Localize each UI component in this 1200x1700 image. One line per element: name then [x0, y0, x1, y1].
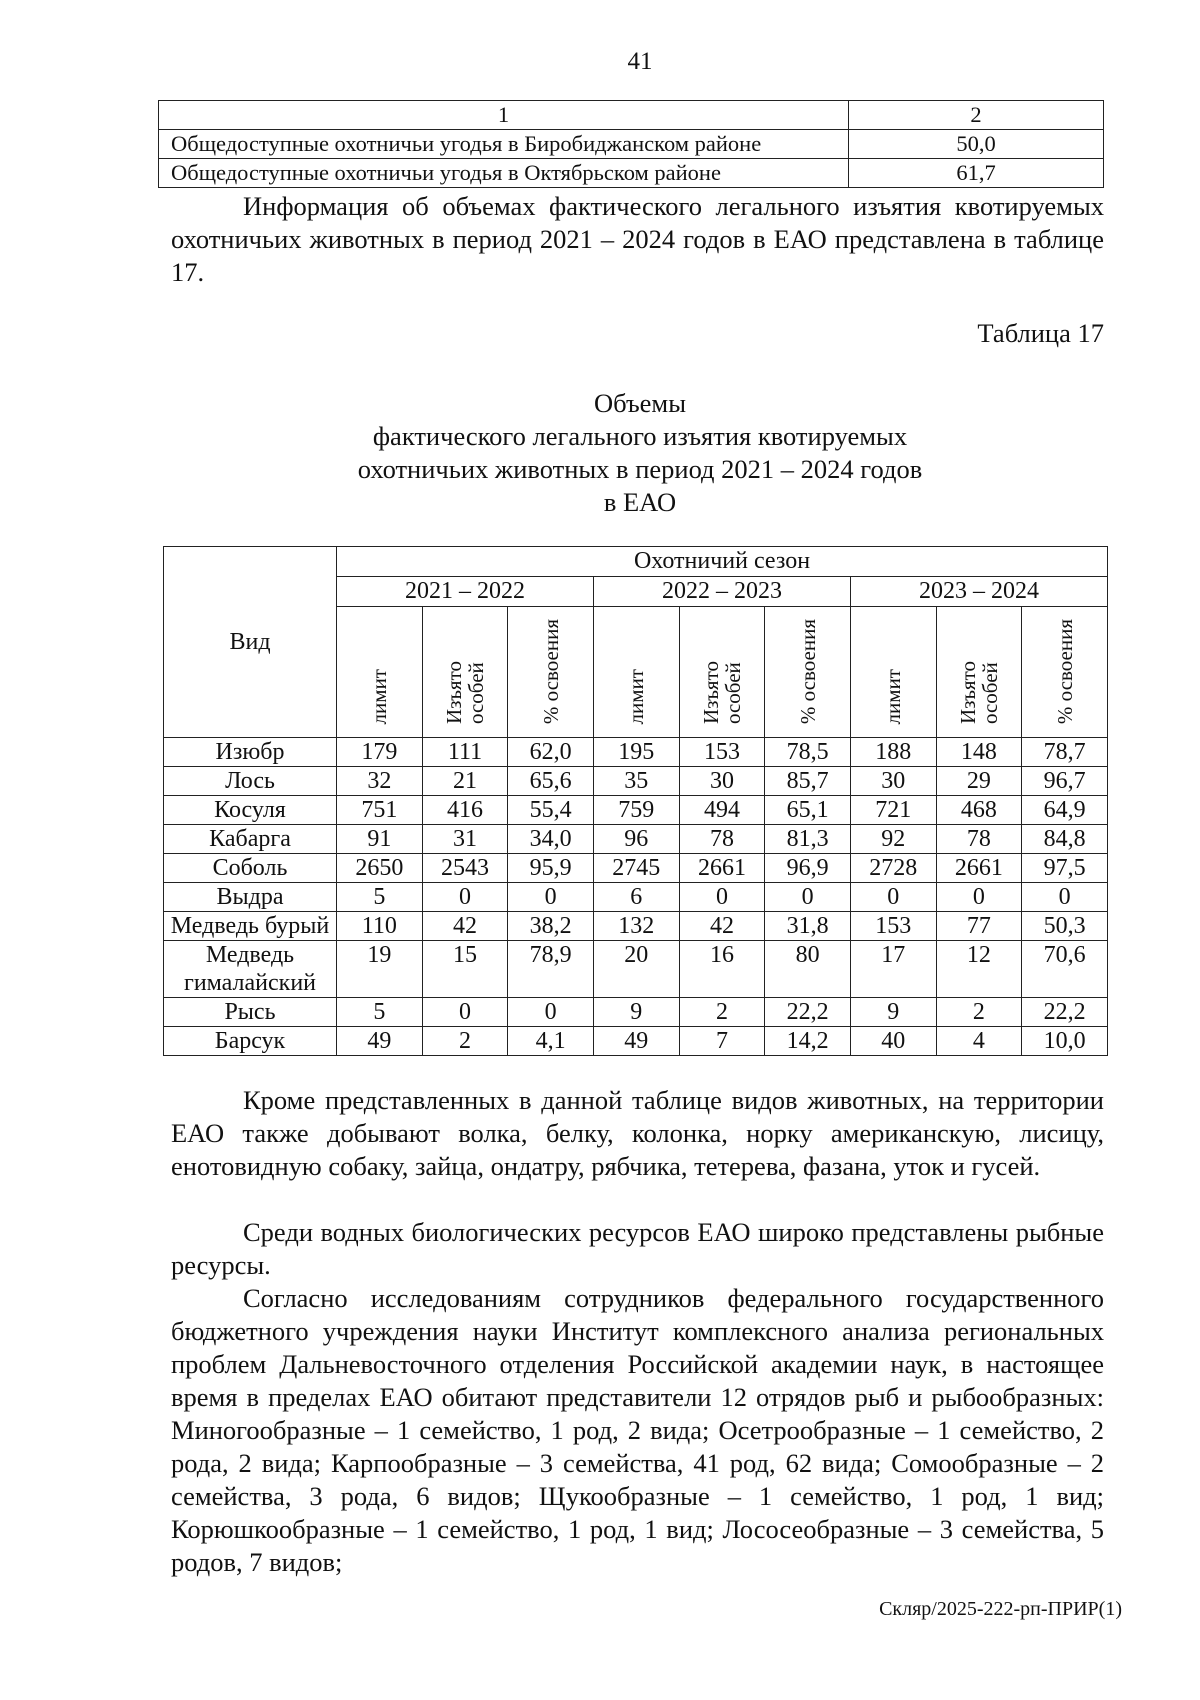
harvest-table — [163, 546, 1108, 1056]
value-cell: 0 — [422, 883, 508, 912]
intro-paragraph-text: Информация об объемах фактического легального изъятия квотируемых охотничьих животных в период 2021 – 2024 годов в ЕАО представлена в таблице 17. — [171, 191, 1104, 287]
value-cell: 78,5 — [765, 738, 851, 767]
value-cell: 468 — [936, 796, 1022, 825]
value-cell: 78,7 — [1022, 738, 1108, 767]
value-cell: 2728 — [850, 854, 936, 883]
value-cell: 751 — [337, 796, 423, 825]
value-cell: 5 — [337, 998, 423, 1027]
value-cell: 6 — [593, 883, 679, 912]
table-row — [164, 1027, 1108, 1056]
value-cell: 12 — [936, 941, 1022, 998]
value-cell: 19 — [337, 941, 423, 998]
value-cell: 64,9 — [1022, 796, 1108, 825]
value-cell: 17 — [850, 941, 936, 998]
ground-name-cell: Общедоступные охотничьи угодья в Биробиджанском районе — [159, 130, 849, 159]
table-row — [159, 130, 1104, 159]
value-cell: 21 — [422, 767, 508, 796]
table-row — [159, 159, 1104, 188]
species-cell: Соболь — [164, 854, 337, 883]
season-header: Охотничий сезон — [337, 547, 1108, 577]
value-cell: 96 — [593, 825, 679, 854]
paragraph-aquatic — [171, 1216, 1104, 1282]
table-header-row — [159, 101, 1104, 130]
value-cell: 78 — [936, 825, 1022, 854]
document-stamp: Скляр/2025-222-рп-ПРИР(1) — [879, 1598, 1122, 1620]
species-cell: Рысь — [164, 998, 337, 1027]
value-cell: 97,5 — [1022, 854, 1108, 883]
value-cell: 30 — [679, 767, 765, 796]
value-cell: 0 — [850, 883, 936, 912]
percent-header — [1022, 607, 1108, 738]
value-cell: 92 — [850, 825, 936, 854]
table-row — [164, 796, 1108, 825]
paragraph-text: Кроме представленных в данной таблице видов животных, на территории ЕАО также добывают волка, белку, колонка, норку американскую, лисицу, енотовидную собаку, зайца, ондатру, рябчика, тетерева, фазана, уток и гусей. — [171, 1085, 1104, 1181]
table-row — [164, 825, 1108, 854]
value-cell: 31 — [422, 825, 508, 854]
value-cell: 132 — [593, 912, 679, 941]
value-cell: 38,2 — [508, 912, 594, 941]
species-cell: Барсук — [164, 1027, 337, 1056]
value-cell: 30 — [850, 767, 936, 796]
value-cell: 15 — [422, 941, 508, 998]
value-cell: 42 — [679, 912, 765, 941]
table-row — [164, 854, 1108, 883]
value-cell: 20 — [593, 941, 679, 998]
value-cell: 80 — [765, 941, 851, 998]
value-cell: 153 — [679, 738, 765, 767]
value-cell: 9 — [850, 998, 936, 1027]
vertical-header-text: лимит — [367, 668, 392, 724]
value-cell: 32 — [337, 767, 423, 796]
vertical-header-text: Изъято особей — [441, 660, 488, 724]
table-row — [164, 998, 1108, 1027]
species-cell: Выдра — [164, 883, 337, 912]
value-cell: 148 — [936, 738, 1022, 767]
value-cell: 4,1 — [508, 1027, 594, 1056]
value-cell: 0 — [936, 883, 1022, 912]
value-cell: 2661 — [936, 854, 1022, 883]
value-cell: 34,0 — [508, 825, 594, 854]
species-cell: Изюбр — [164, 738, 337, 767]
value-cell: 31,8 — [765, 912, 851, 941]
ground-name-cell: Общедоступные охотничьи угодья в Октябрьском районе — [159, 159, 849, 188]
species-cell: Кабарга — [164, 825, 337, 854]
value-cell: 111 — [422, 738, 508, 767]
vertical-header-text: % освоения — [1052, 618, 1077, 724]
limit-header — [337, 607, 423, 738]
table-row — [164, 941, 1108, 998]
paragraph-text: Среди водных биологических ресурсов ЕАО широко представлены рыбные ресурсы. — [171, 1217, 1104, 1280]
value-cell: 96,7 — [1022, 767, 1108, 796]
value-cell: 96,9 — [765, 854, 851, 883]
table-title-line: охотничьих животных в период 2021 – 2024 годов — [357, 454, 923, 484]
value-cell: 49 — [337, 1027, 423, 1056]
value-cell: 494 — [679, 796, 765, 825]
value-cell: 0 — [765, 883, 851, 912]
value-cell: 91 — [337, 825, 423, 854]
value-cell: 416 — [422, 796, 508, 825]
value-cell: 721 — [850, 796, 936, 825]
vertical-header-text: лимит — [624, 668, 649, 724]
season-2023-2024-header: 2023 – 2024 — [850, 577, 1107, 607]
value-cell: 10,0 — [1022, 1027, 1108, 1056]
hunting-grounds-table — [158, 100, 1104, 188]
page-number: 41 — [627, 48, 653, 75]
taken-header — [936, 607, 1022, 738]
value-cell: 110 — [337, 912, 423, 941]
table-row — [164, 883, 1108, 912]
value-cell: 81,3 — [765, 825, 851, 854]
value-cell: 35 — [593, 767, 679, 796]
value-cell: 77 — [936, 912, 1022, 941]
paragraph-other-species — [171, 1084, 1104, 1183]
percent-header — [508, 607, 594, 738]
season-2021-2022-header: 2021 – 2022 — [337, 577, 594, 607]
value-cell: 2 — [422, 1027, 508, 1056]
species-cell: Косуля — [164, 796, 337, 825]
table-title-line: фактического легального изъятия квотируемых — [372, 421, 908, 451]
value-cell: 78 — [679, 825, 765, 854]
value-cell: 2 — [679, 998, 765, 1027]
percent-header — [765, 607, 851, 738]
value-cell: 0 — [508, 998, 594, 1027]
value-cell: 29 — [936, 767, 1022, 796]
value-cell: 0 — [1022, 883, 1108, 912]
species-header: Вид — [164, 547, 337, 738]
value-cell: 2 — [936, 998, 1022, 1027]
value-cell: 62,0 — [508, 738, 594, 767]
species-cell: Медведь бурый — [164, 912, 337, 941]
value-cell: 22,2 — [765, 998, 851, 1027]
value-cell: 42 — [422, 912, 508, 941]
value-cell: 7 — [679, 1027, 765, 1056]
value-cell: 95,9 — [508, 854, 594, 883]
table-row — [164, 738, 1108, 767]
ground-value-cell: 50,0 — [849, 130, 1104, 159]
limit-header — [850, 607, 936, 738]
value-cell: 84,8 — [1022, 825, 1108, 854]
value-cell: 2661 — [679, 854, 765, 883]
vertical-header-text: % освоения — [795, 618, 820, 724]
value-cell: 188 — [850, 738, 936, 767]
intro-paragraph — [171, 190, 1104, 289]
header-cell: 2 — [849, 101, 1104, 130]
table-title — [280, 387, 1000, 519]
value-cell: 195 — [593, 738, 679, 767]
vertical-header-text: лимит — [881, 668, 906, 724]
value-cell: 65,6 — [508, 767, 594, 796]
species-cell: Лось — [164, 767, 337, 796]
value-cell: 40 — [850, 1027, 936, 1056]
value-cell: 2745 — [593, 854, 679, 883]
value-cell: 49 — [593, 1027, 679, 1056]
header-cell: 1 — [159, 101, 849, 130]
value-cell: 55,4 — [508, 796, 594, 825]
vertical-header-text: Изъято особей — [698, 660, 745, 724]
value-cell: 2650 — [337, 854, 423, 883]
value-cell: 22,2 — [1022, 998, 1108, 1027]
taken-header — [679, 607, 765, 738]
value-cell: 65,1 — [765, 796, 851, 825]
value-cell: 0 — [508, 883, 594, 912]
value-cell: 50,3 — [1022, 912, 1108, 941]
species-cell: Медведь гималайский — [164, 941, 337, 998]
paragraph-text: Согласно исследованиям сотрудников федерального государственного бюджетного учреждения науки Институт комплексного анализа региональных проблем Дальневосточного отделения Российской академии наук, в настоящее время в пределах ЕАО обитают представители 12 отрядов рыб и рыбообразных: Миногообразные – 1 семейство, 1 род, 2 вида; Осетрообразные – 1 семейство, 2 рода, 2 вида; Карпообразные – 3 семейства, 41 род, 62 вида; Сомообразные – 2 семейства, 3 рода, 6 видов; Щукообразные – 1 семейство, 1 род, 1 вид; Корюшкообразные – 1 семейство, 1 род, 1 вид; Лососеобразные – 3 семейства, 5 родов, 7 видов; — [171, 1283, 1104, 1577]
value-cell: 0 — [422, 998, 508, 1027]
table-label: Таблица 17 — [977, 318, 1104, 348]
table-title-line: в ЕАО — [603, 487, 677, 517]
season-2022-2023-header: 2022 – 2023 — [593, 577, 850, 607]
ground-value-cell: 61,7 — [849, 159, 1104, 188]
value-cell: 179 — [337, 738, 423, 767]
value-cell: 5 — [337, 883, 423, 912]
paragraph-fish-research — [171, 1282, 1104, 1579]
value-cell: 9 — [593, 998, 679, 1027]
vertical-header-text: Изъято особей — [955, 660, 1002, 724]
value-cell: 153 — [850, 912, 936, 941]
value-cell: 85,7 — [765, 767, 851, 796]
value-cell: 78,9 — [508, 941, 594, 998]
table-row — [164, 912, 1108, 941]
value-cell: 14,2 — [765, 1027, 851, 1056]
taken-header — [422, 607, 508, 738]
value-cell: 70,6 — [1022, 941, 1108, 998]
value-cell: 2543 — [422, 854, 508, 883]
value-cell: 759 — [593, 796, 679, 825]
value-cell: 16 — [679, 941, 765, 998]
limit-header — [593, 607, 679, 738]
value-cell: 0 — [679, 883, 765, 912]
table-row — [164, 767, 1108, 796]
table-title-line: Объемы — [594, 388, 686, 418]
vertical-header-text: % освоения — [538, 618, 563, 724]
value-cell: 4 — [936, 1027, 1022, 1056]
